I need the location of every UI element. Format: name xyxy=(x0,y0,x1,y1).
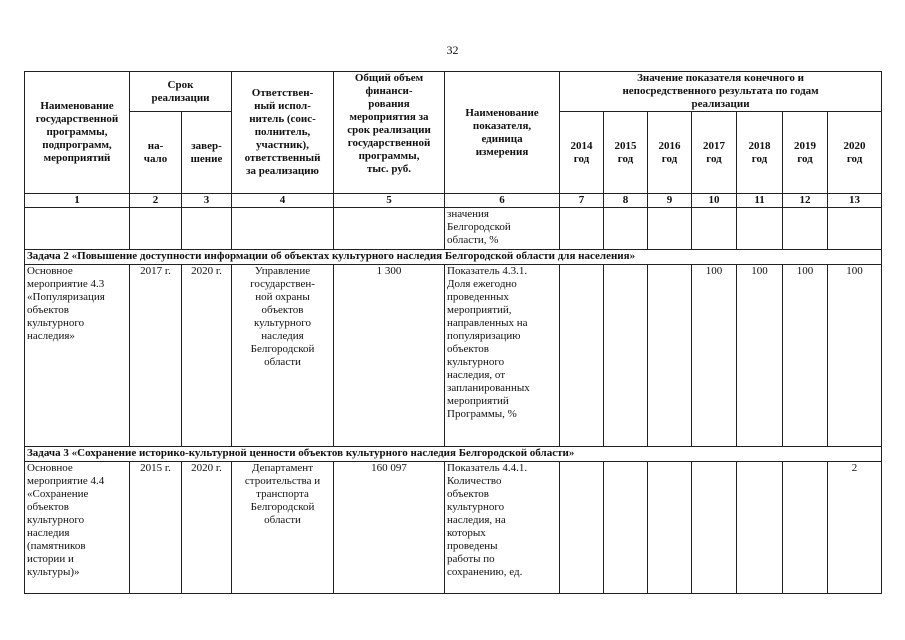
value-2020: 100 xyxy=(828,265,882,447)
responsible-executor: Управление государствен- ной охраны объектов культурного наследия Белгородской области xyxy=(232,265,334,447)
value-2018: 100 xyxy=(737,265,783,447)
task-2-title: Задача 2 «Повышение доступности информации об объектах культурного наследия Белгородской области для населения» xyxy=(25,250,882,265)
header-year-2014: 2014 год xyxy=(560,112,604,194)
header-program-name: Наименование государственной программы, подпрограмм, мероприятий xyxy=(25,72,130,194)
term-end: 2020 г. xyxy=(182,462,232,594)
header-year-2017: 2017 год xyxy=(692,112,737,194)
value-2014 xyxy=(560,265,604,447)
col-number: 7 xyxy=(560,194,604,208)
value-2018 xyxy=(737,462,783,594)
col-number: 2 xyxy=(130,194,182,208)
value-2014 xyxy=(560,462,604,594)
term-start: 2015 г. xyxy=(130,462,182,594)
col-number: 8 xyxy=(604,194,648,208)
col-number: 1 xyxy=(25,194,130,208)
col-number: 5 xyxy=(334,194,445,208)
measure-name: Основное мероприятие 4.4 «Сохранение объектов культурного наследия (памятников истории и культуры)» xyxy=(25,462,130,594)
header-values-group: Значение показателя конечного и непосредственного результата по годам реализации xyxy=(560,72,882,112)
task-row xyxy=(25,250,882,265)
funding-amount: 160 097 xyxy=(334,462,445,594)
indicator-continuation: значения Белгородской области, % xyxy=(445,208,560,250)
header-responsible: Ответствен- ный испол- нитель (соис- полнитель, участник), ответственный за реализацию xyxy=(232,72,334,194)
page-number: 32 xyxy=(446,43,459,57)
value-2015 xyxy=(604,462,648,594)
measure-name: Основное мероприятие 4.3 «Популяризация объектов культурного наследия» xyxy=(25,265,130,447)
header-year-2020: 2020 год xyxy=(828,112,882,194)
col-number: 11 xyxy=(737,194,783,208)
program-measures-table xyxy=(24,71,882,594)
header-year-2015: 2015 год xyxy=(604,112,648,194)
value-2016 xyxy=(648,462,692,594)
value-2017 xyxy=(692,462,737,594)
continuation-row xyxy=(25,208,882,250)
header-funding: Общий объем финанси- рования мероприятия за срок реализации государственной программы, тыс. руб. xyxy=(334,72,445,194)
column-numbers-row xyxy=(25,194,882,208)
header-row-top xyxy=(25,72,882,112)
col-number: 4 xyxy=(232,194,334,208)
header-year-2016: 2016 год xyxy=(648,112,692,194)
indicator-description: Показатель 4.3.1. Доля ежегодно проведенных мероприятий, направленных на популяризацию объектов культурного наследия, от запланированных мероприятий Программы, % xyxy=(445,265,560,447)
header-year-2019: 2019 год xyxy=(783,112,828,194)
header-term-group: Срок реализации xyxy=(130,72,232,112)
value-2019 xyxy=(783,462,828,594)
measure-row xyxy=(25,462,882,594)
col-number: 6 xyxy=(445,194,560,208)
col-number: 9 xyxy=(648,194,692,208)
col-number: 13 xyxy=(828,194,882,208)
task-row xyxy=(25,447,882,462)
task-3-title: Задача 3 «Сохранение историко-культурной ценности объектов культурного наследия Белгородской области» xyxy=(25,447,882,462)
col-number: 10 xyxy=(692,194,737,208)
measure-row xyxy=(25,265,882,447)
value-2016 xyxy=(648,265,692,447)
value-2015 xyxy=(604,265,648,447)
indicator-description: Показатель 4.4.1. Количество объектов культурного наследия, на которых проведены работы по сохранению, ед. xyxy=(445,462,560,594)
funding-amount: 1 300 xyxy=(334,265,445,447)
header-indicator: Наименование показателя, единица измерения xyxy=(445,72,560,194)
term-end: 2020 г. xyxy=(182,265,232,447)
col-number: 12 xyxy=(783,194,828,208)
col-number: 3 xyxy=(182,194,232,208)
header-term-start: на- чало xyxy=(130,112,182,194)
value-2017: 100 xyxy=(692,265,737,447)
value-2020: 2 xyxy=(828,462,882,594)
value-2019: 100 xyxy=(783,265,828,447)
header-term-end: завер- шение xyxy=(182,112,232,194)
header-year-2018: 2018 год xyxy=(737,112,783,194)
responsible-executor: Департамент строительства и транспорта Белгородской области xyxy=(232,462,334,594)
term-start: 2017 г. xyxy=(130,265,182,447)
